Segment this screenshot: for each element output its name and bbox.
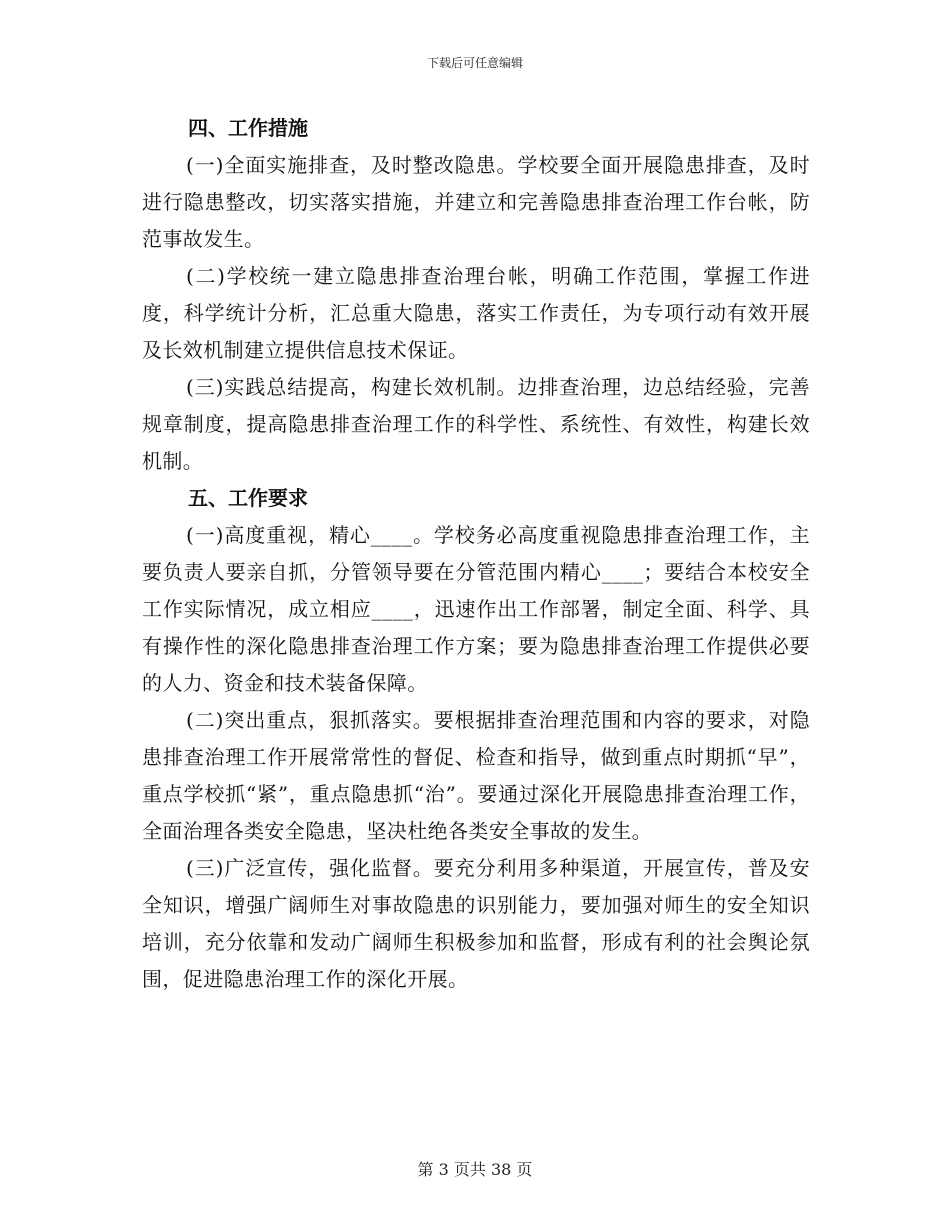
document-body [142, 110, 810, 998]
section-work-requirements [142, 480, 810, 998]
page-footer: 第 3 页共 38 页 [417, 1160, 533, 1179]
paragraph: (一)全面实施排查，及时整改隐患。学校要全面开展隐患排查，及时进行隐患整改，切实落实措施，并建立和完善隐患排查治理工作台帐，防范事故发生。 [142, 153, 810, 251]
page-header: 下载后可任意编辑 [426, 56, 523, 70]
paragraph: (二)学校统一建立隐患排查治理台帐，明确工作范围，掌握工作进度，科学统计分析，汇总重大隐患，落实工作责任，为专项行动有效开展及长效机制建立提供信息技术保证。 [142, 264, 810, 362]
section-heading: 四、工作措施 [188, 116, 308, 140]
section-work-measures [142, 110, 810, 480]
paragraph: (二)突出重点，狠抓落实。要根据排查治理范围和内容的要求，对隐患排查治理工作开展常常性的督促、检查和指导，做到重点时期抓“早”，重点学校抓“紧”，重点隐患抓“治”。要通过深化开展隐患排查治理工作，全面治理各类安全隐患，坚决杜绝各类安全事故的发生。 [142, 708, 810, 843]
section-heading: 五、工作要求 [188, 486, 308, 510]
paragraph: (三)实践总结提高，构建长效机制。边排查治理，边总结经验，完善规章制度，提高隐患排查治理工作的科学性、系统性、有效性，构建长效机制。 [142, 375, 810, 473]
paragraph: (一)高度重视，精心____。学校务必高度重视隐患排查治理工作，主要负责人要亲自抓，分管领导要在分管范围内精心____；要结合本校安全工作实际情况，成立相应____，迅速作出工作部署，制定全面、科学、具有操作性的深化隐患排查治理工作方案；要为隐患排查治理工作提供必要的人力、资金和技术装备保障。 [142, 523, 810, 695]
paragraph: (三)广泛宣传，强化监督。要充分利用多种渠道，开展宣传，普及安全知识，增强广阔师生对事故隐患的识别能力，要加强对师生的安全知识培训，充分依靠和发动广阔师生积极参加和监督，形成有利的社会舆论氛围，促进隐患治理工作的深化开展。 [142, 856, 810, 991]
